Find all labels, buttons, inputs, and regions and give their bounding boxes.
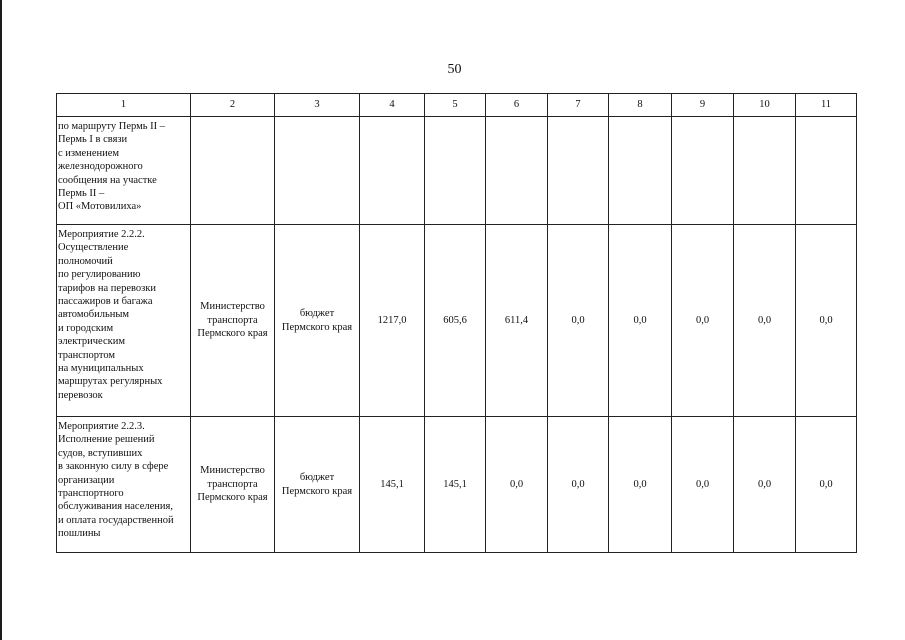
column-header: 8 <box>609 94 672 117</box>
value-cell <box>425 117 486 225</box>
table-row <box>57 417 857 553</box>
column-header: 10 <box>734 94 796 117</box>
value-cell: 0,0 <box>796 417 857 553</box>
value-cell: 145,1 <box>360 417 425 553</box>
value-cell: 145,1 <box>425 417 486 553</box>
measure-description: Мероприятие 2.2.3. Исполнение решений судов, вступивших в законную силу в сфере организации транспортного обслуживания населения, и оплата государственной пошлины <box>57 417 191 553</box>
budget-table <box>56 93 857 553</box>
executor-cell: Министерство транспорта Пермского края <box>191 225 275 417</box>
executor-cell: Министерство транспорта Пермского края <box>191 417 275 553</box>
table-row <box>57 225 857 417</box>
value-cell: 0,0 <box>486 417 548 553</box>
value-cell <box>734 117 796 225</box>
value-cell: 0,0 <box>609 417 672 553</box>
executor-cell <box>191 117 275 225</box>
value-cell: 0,0 <box>734 417 796 553</box>
value-cell: 1217,0 <box>360 225 425 417</box>
value-cell: 0,0 <box>734 225 796 417</box>
value-cell <box>548 117 609 225</box>
measure-description: по маршруту Пермь II – Пермь I в связи с изменением железнодорожного сообщения на участке Пермь II – ОП «Мотовилиха» <box>57 117 191 225</box>
value-cell: 0,0 <box>548 417 609 553</box>
value-cell: 0,0 <box>609 225 672 417</box>
value-cell <box>360 117 425 225</box>
column-header: 11 <box>796 94 857 117</box>
value-cell <box>672 117 734 225</box>
column-header: 2 <box>191 94 275 117</box>
value-cell: 0,0 <box>796 225 857 417</box>
column-header: 6 <box>486 94 548 117</box>
column-header: 1 <box>57 94 191 117</box>
funding-source-cell: бюджет Пермского края <box>275 417 360 553</box>
funding-source-cell: бюджет Пермского края <box>275 225 360 417</box>
funding-source-cell <box>275 117 360 225</box>
value-cell <box>796 117 857 225</box>
value-cell: 0,0 <box>672 417 734 553</box>
column-header: 7 <box>548 94 609 117</box>
page-number: 50 <box>447 62 462 77</box>
column-header: 4 <box>360 94 425 117</box>
value-cell <box>609 117 672 225</box>
value-cell: 0,0 <box>548 225 609 417</box>
column-header: 3 <box>275 94 360 117</box>
measure-description: Мероприятие 2.2.2. Осуществление полномочий по регулированию тарифов на перевозки пассажиров и багажа автомобильным и городским электрическим транспортом на муниципальных маршрутах регулярных перевозок <box>57 225 191 417</box>
value-cell: 611,4 <box>486 225 548 417</box>
table-row <box>57 117 857 225</box>
value-cell: 605,6 <box>425 225 486 417</box>
column-header: 5 <box>425 94 486 117</box>
header-row <box>57 94 857 117</box>
column-header: 9 <box>672 94 734 117</box>
value-cell <box>486 117 548 225</box>
value-cell: 0,0 <box>672 225 734 417</box>
